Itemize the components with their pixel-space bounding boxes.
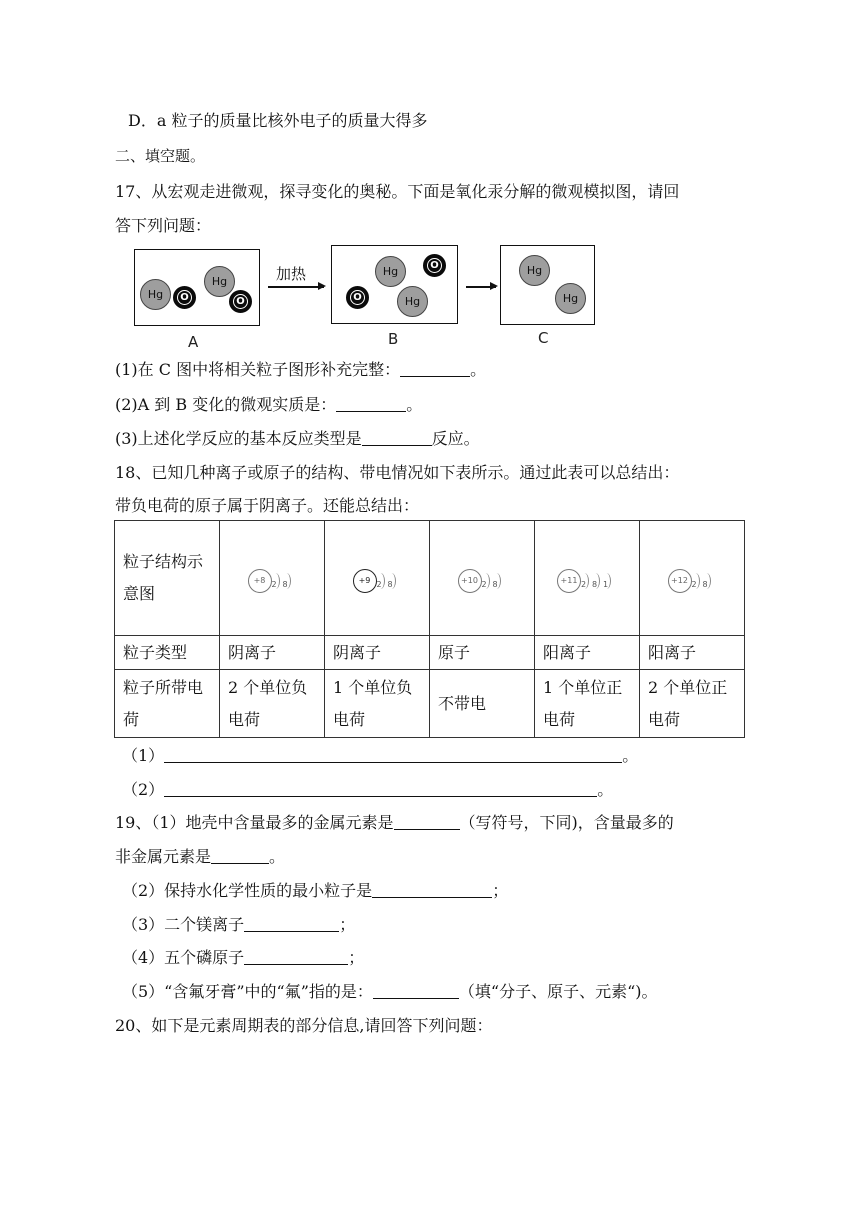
atom-label: Hg bbox=[526, 264, 543, 277]
particle-charge: 2 个单位负 电荷 bbox=[220, 670, 325, 738]
arrow-2 bbox=[466, 286, 496, 288]
atom-label: O bbox=[427, 258, 442, 273]
particle-type: 阴离子 bbox=[325, 636, 430, 670]
structure-diagram: +8 2 8 bbox=[220, 521, 325, 636]
particle-charge: 2 个单位正 电荷 bbox=[640, 670, 745, 738]
q18-part2: （2） 。 bbox=[122, 780, 614, 799]
atom-label: Hg bbox=[211, 275, 228, 288]
answer-blank[interactable] bbox=[400, 360, 470, 377]
atom-label: Hg bbox=[382, 265, 399, 278]
particle-charge: 1 个单位负 电荷 bbox=[325, 670, 430, 738]
o-atom bbox=[346, 286, 369, 309]
o-atom bbox=[173, 286, 196, 309]
q19-part5: （5）“含氟牙膏”中的“氟”指的是： （填“分子、原子、元素“)。 bbox=[122, 982, 658, 1001]
structure-diagram: +12 2 8 bbox=[640, 521, 745, 636]
section-heading: 二、填空题。 bbox=[115, 147, 206, 165]
hg-atom bbox=[140, 279, 171, 310]
answer-blank[interactable] bbox=[362, 429, 432, 446]
particle-type: 阳离子 bbox=[535, 636, 640, 670]
atom-label: O bbox=[350, 290, 365, 305]
structure-diagram: +9 2 8 bbox=[325, 521, 430, 636]
ion-structure-table bbox=[114, 520, 745, 738]
q17-stem-line1: 17、从宏观走进微观，探寻变化的奥秘。下面是氧化汞分解的微观模拟图，请回 bbox=[115, 182, 680, 201]
o-atom bbox=[229, 290, 252, 313]
particle-type: 阴离子 bbox=[220, 636, 325, 670]
atom-label: O bbox=[177, 290, 192, 305]
particle-charge: 1 个单位正 电荷 bbox=[535, 670, 640, 738]
structure-diagram: +11 2 8 1 bbox=[535, 521, 640, 636]
box-c bbox=[500, 245, 595, 325]
q18-stem-line2: 带负电荷的原子属于阴离子。还能总结出： bbox=[115, 496, 420, 515]
hg-atom bbox=[555, 283, 586, 314]
answer-blank[interactable] bbox=[244, 948, 348, 965]
table-row bbox=[115, 636, 745, 670]
condition-heat: 加热 bbox=[276, 265, 307, 283]
atom-label: Hg bbox=[404, 295, 421, 308]
table-row bbox=[115, 521, 745, 636]
q18-part1: （1） 。 bbox=[122, 746, 639, 765]
hg-atom bbox=[375, 256, 406, 287]
particle-charge: 不带电 bbox=[430, 670, 535, 738]
answer-blank[interactable] bbox=[373, 982, 459, 999]
row-header: 粒子结构示 意图 bbox=[115, 521, 220, 636]
q19-part1-line1: 19、（1）地壳中含量最多的金属元素是 （写符号，下同)，含量最多的 bbox=[115, 813, 674, 832]
answer-blank[interactable] bbox=[336, 395, 406, 412]
answer-blank[interactable] bbox=[164, 780, 597, 797]
structure-diagram: +10 2 8 bbox=[430, 521, 535, 636]
q20-stem: 20、如下是元素周期表的部分信息,请回答下列问题： bbox=[115, 1016, 493, 1035]
label-c: C bbox=[538, 329, 549, 347]
table-row bbox=[115, 670, 745, 738]
atom-label: O bbox=[233, 294, 248, 309]
answer-blank[interactable] bbox=[394, 813, 460, 830]
hg-atom bbox=[204, 266, 235, 297]
hg-atom bbox=[397, 286, 428, 317]
answer-blank[interactable] bbox=[164, 746, 622, 763]
o-atom bbox=[423, 254, 446, 277]
q18-stem-line1: 18、已知几种离子或原子的结构、带电情况如下表所示。通过此表可以总结出： bbox=[115, 463, 680, 482]
row-header: 粒子类型 bbox=[115, 636, 220, 670]
atom-label: Hg bbox=[562, 292, 579, 305]
answer-blank[interactable] bbox=[372, 881, 492, 898]
particle-type: 阳离子 bbox=[640, 636, 745, 670]
arrow-1 bbox=[268, 286, 324, 288]
q17-part3: (3)上述化学反应的基本反应类型是 反应。 bbox=[115, 429, 480, 448]
label-a: A bbox=[188, 333, 199, 351]
q17-part1: (1)在 C 图中将相关粒子图形补充完整： 。 bbox=[115, 360, 487, 379]
answer-blank[interactable] bbox=[244, 915, 339, 932]
q19-part3: （3）二个镁离子 ； bbox=[122, 915, 356, 934]
particle-type: 原子 bbox=[430, 636, 535, 670]
atom-label: Hg bbox=[147, 288, 164, 301]
q19-part4: （4）五个磷原子 ； bbox=[122, 948, 365, 967]
option-d: D．a 粒子的质量比核外电子的质量大得多 bbox=[128, 111, 428, 130]
q17-part2: (2)A 到 B 变化的微观实质是： 。 bbox=[115, 395, 423, 414]
q19-part1-line2: 非金属元素是 。 bbox=[115, 847, 286, 866]
q17-stem-line2: 答下列问题： bbox=[115, 216, 212, 235]
q19-part2: （2）保持水化学性质的最小粒子是 ； bbox=[122, 881, 509, 900]
hg-atom bbox=[519, 255, 550, 286]
row-header: 粒子所带电 荷 bbox=[115, 670, 220, 738]
answer-blank[interactable] bbox=[211, 847, 269, 864]
label-b: B bbox=[388, 330, 399, 348]
